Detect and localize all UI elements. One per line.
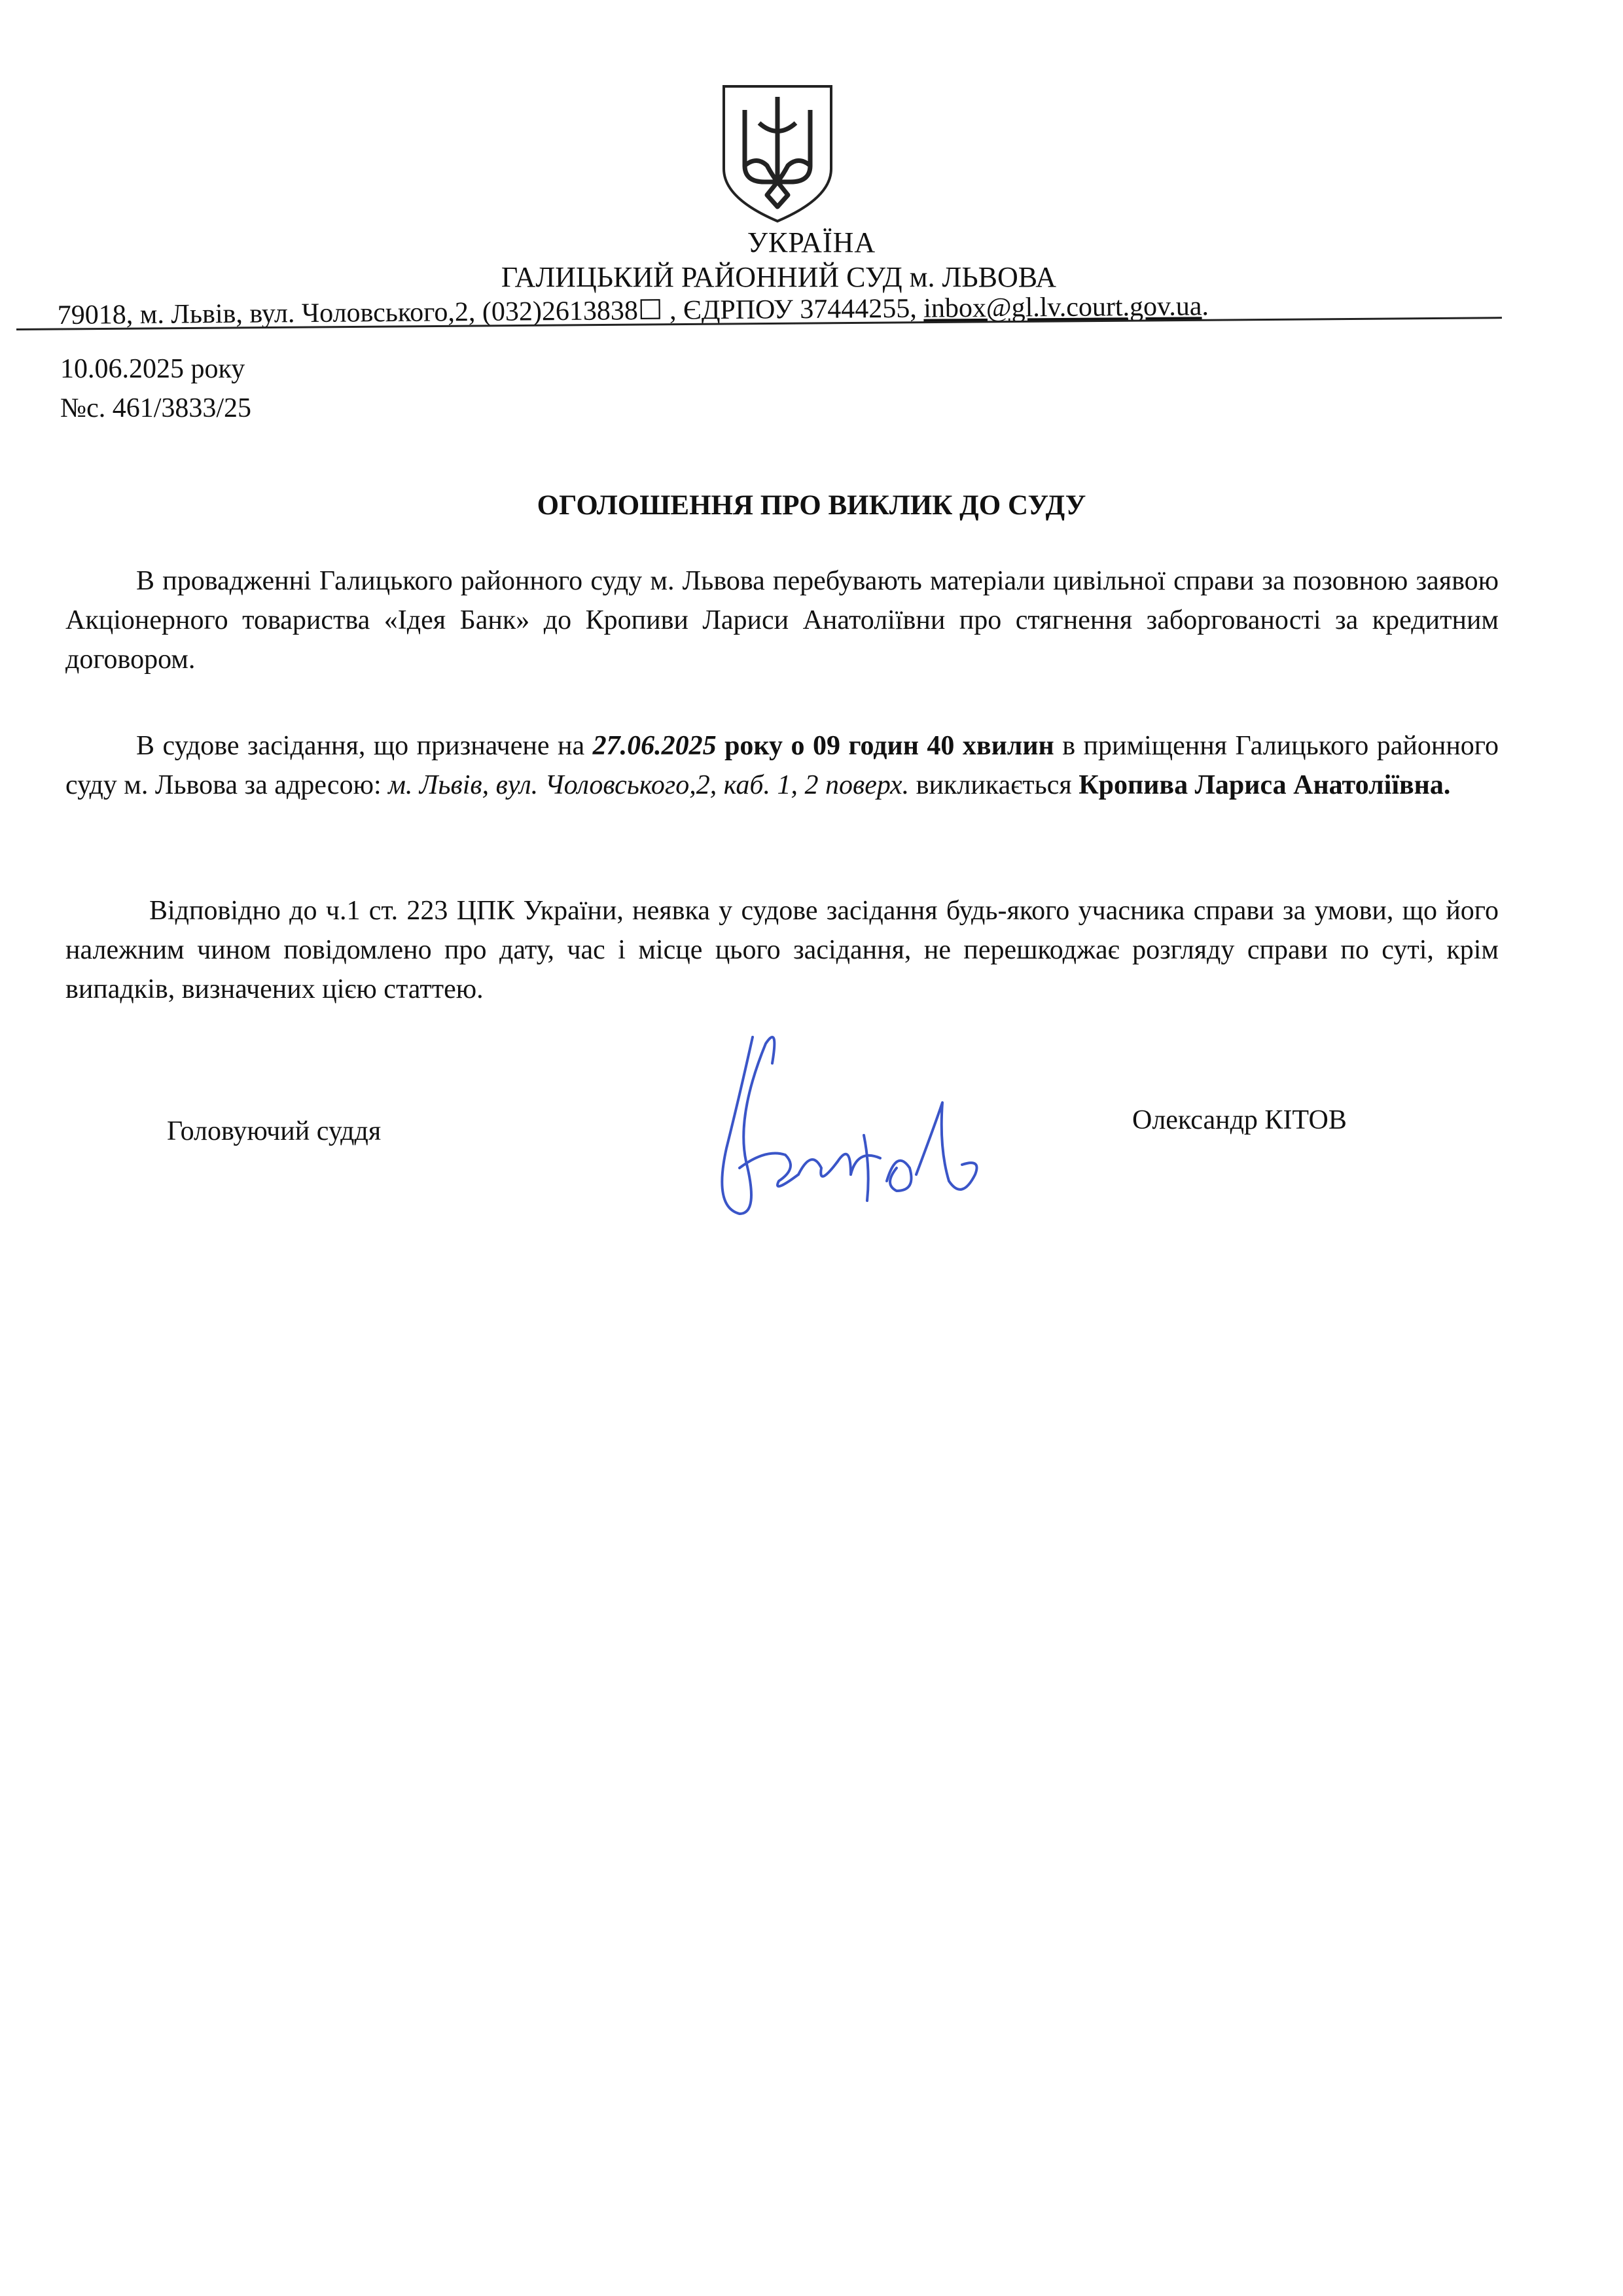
document-title: ОГОЛОШЕННЯ ПРО ВИКЛИК ДО СУДУ <box>537 490 1086 521</box>
paragraph-2 <box>65 726 1499 805</box>
address-text: 79018, м. Львів, вул. Чоловського,2, (032)2613838☐ , ЄДРПОУ 37444255, <box>57 293 924 331</box>
paragraph-3-text: Відповідно до ч.1 ст. 223 ЦПК України, неявка у судове засідання будь-якого учасника справи за умови, що його належним чином повідомлено про дату, час і місце цього засідання, не перешкоджає розгляду справи по суті, крім випадків, визначених цією статтею. <box>65 896 1499 1004</box>
header-court-name: ГАЛИЦЬКИЙ РАЙОННИЙ СУД м. ЛЬВОВА <box>501 261 1057 293</box>
summoned-person: Кропива Лариса Анатоліївна. <box>1079 770 1451 800</box>
paragraph-1-text: В провадженні Галицького районного суду м. Львова перебувають матеріали цивільної справи за позовною заявою Акціонерного товариства «Ідея Банк» до Кропиви Лариси Анатоліївни про стягнення заборгованості за кредитним договором. <box>65 566 1499 675</box>
hearing-address: м. Львів, вул. Чоловського,2, каб. 1, 2 поверх. <box>388 770 910 800</box>
paragraph-1 <box>65 561 1499 679</box>
handwritten-signature <box>700 1017 1041 1253</box>
paragraph-2-middle: в приміщення Галицького районного суду м. Львова за адресою: <box>65 731 1499 800</box>
paragraph-2-intro: В судове засідання, що призначене на <box>136 731 593 761</box>
paragraph-3 <box>65 891 1499 1009</box>
header-country: УКРАЇНА <box>747 226 876 258</box>
judge-role: Головуючий суддя <box>167 1116 382 1146</box>
document-date: 10.06.2025 року <box>60 354 245 384</box>
hearing-time: року о 09 годин 40 хвилин <box>716 731 1054 761</box>
paragraph-2-summons: викликається <box>909 770 1079 800</box>
email-link[interactable]: inbox@gl.lv.court.gov.ua <box>923 291 1202 324</box>
coat-of-arms-trident-icon <box>719 84 836 224</box>
case-number: №с. 461/3833/25 <box>60 393 252 423</box>
hearing-date: 27.06.2025 <box>592 731 717 761</box>
judge-name: Олександр КІТОВ <box>1132 1105 1347 1135</box>
address-end: . <box>1202 291 1209 322</box>
